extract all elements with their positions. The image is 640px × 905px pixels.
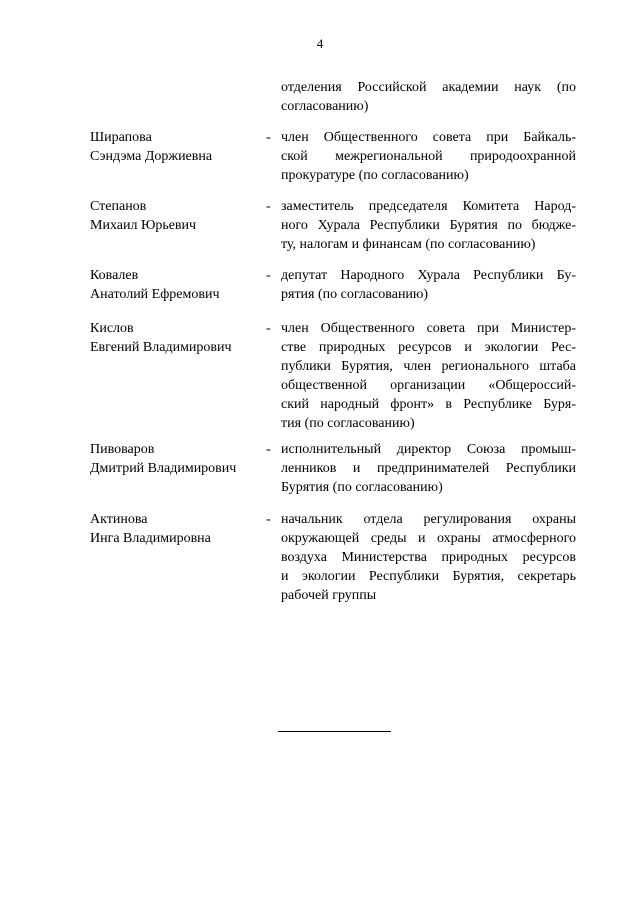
dash-separator: - [266,442,271,457]
member-name [90,510,260,548]
role-line: публики Бурятия, член регионального штаба [281,359,576,374]
dash-separator: - [266,130,271,145]
member-name [90,319,260,357]
member-role [281,266,576,304]
member-role [281,197,576,254]
role-line: тия (по согласованию) [281,416,415,431]
member-given-names: Евгений Владимирович [90,340,232,355]
member-given-names: Анатолий Ефремович [90,287,220,302]
dash-separator: - [266,268,271,283]
role-line: рятия (по согласованию) [281,287,429,302]
role-line: прокуратуре (по согласованию) [281,168,469,183]
role-line: исполнительный директор Союза промыш- [281,442,576,457]
member-role [281,128,576,185]
member-name [90,197,260,235]
member-name [90,128,260,166]
member-given-names: Михаил Юрьевич [90,218,197,233]
dash-separator: - [266,199,271,214]
member-role [281,440,576,497]
role-line: Бурятия (по согласованию) [281,480,443,495]
member-surname: Актинова [90,512,148,527]
member-surname: Кислов [90,321,134,336]
role-line: заместитель председателя Комитета Народ- [281,199,576,214]
member-name [90,266,260,304]
role-line: рабочей группы [281,588,377,603]
member-surname: Степанов [90,199,147,214]
member-given-names: Инга Владимировна [90,531,211,546]
role-line: ский народный фронт» в Республике Буря- [281,397,576,412]
role-line: общественной организации «Общероссий- [281,378,576,393]
page-number: 4 [316,36,324,51]
role-line: член Общественного совета при Министер- [281,321,576,336]
continuation-line: согласованию) [281,99,369,114]
member-given-names: Сэндэма Доржиевна [90,149,213,164]
member-surname: Ширапова [90,130,152,145]
role-line: ской межрегиональной природоохранной [281,149,576,164]
role-line: окружающей среды и охраны атмосферного [281,531,576,546]
continuation-text [281,78,576,116]
member-role [281,510,576,605]
role-line: член Общественного совета при Байкаль- [281,130,576,145]
dash-separator: - [266,321,271,336]
role-line: воздуха Министерства природных ресурсов [281,550,576,565]
member-surname: Пивоваров [90,442,155,457]
member-surname: Ковалев [90,268,139,283]
role-line: ленников и предпринимателей Республики [281,461,576,476]
role-line: стве природных ресурсов и экологии Рес- [281,340,576,355]
member-given-names: Дмитрий Владимирович [90,461,237,476]
member-role [281,319,576,433]
role-line: депутат Народного Хурала Республики Бу- [281,268,576,283]
role-line: и экологии Республики Бурятия, секретарь [281,569,576,584]
role-line: ного Хурала Республики Бурятия по бюдже- [281,218,576,233]
end-of-document-rule [278,731,391,732]
role-line: ту, налогам и финансам (по согласованию) [281,237,536,252]
member-name [90,440,260,478]
role-line: начальник отдела регулирования охраны [281,512,576,527]
continuation-line: отделения Российской академии наук (по [281,80,576,95]
dash-separator: - [266,512,271,527]
